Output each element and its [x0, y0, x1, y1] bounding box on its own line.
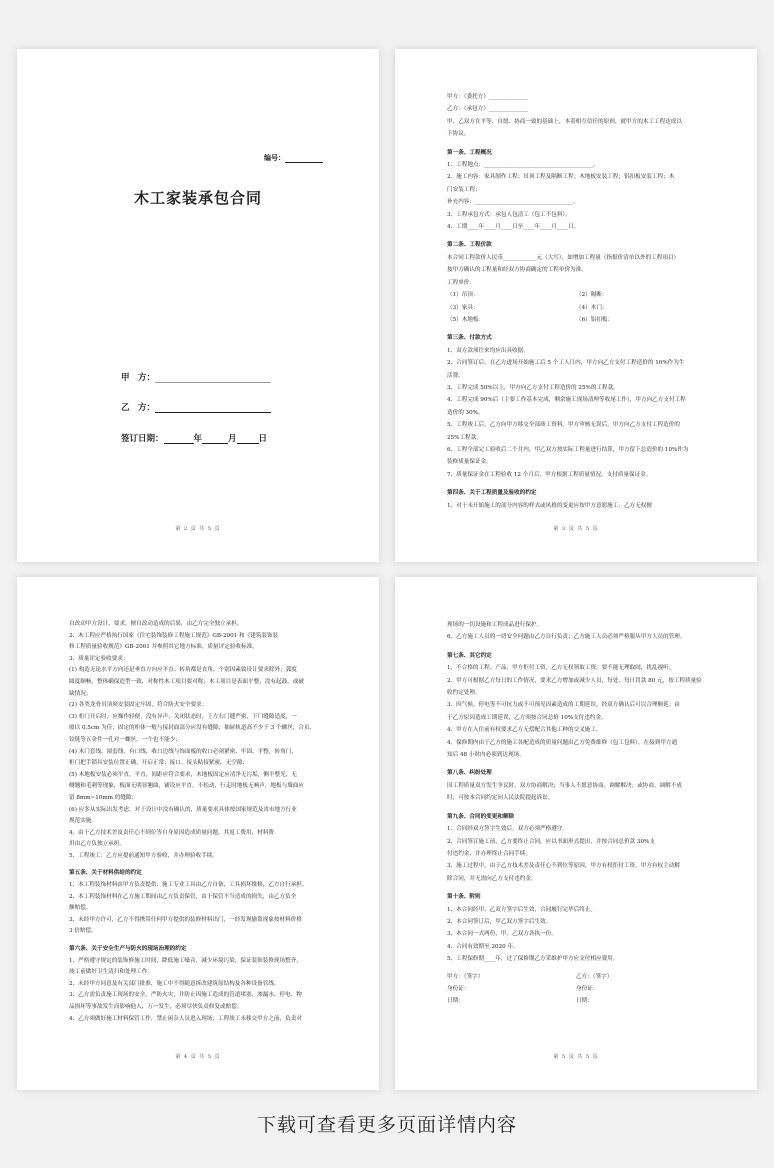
- text-line: 4、保修期内由于乙方的施工各配造成的质量问题由乙方免费维修（包工包料），在接到甲方通: [447, 739, 678, 746]
- text-line: 1、双方款项往来均应出具收据。: [447, 347, 529, 354]
- text-line: 3、因气候、停电等不可抗力或不可预见因素造成的工期延误，经双方确认后可以合理顺延；由: [447, 702, 680, 709]
- text-line: 1、对于未开始施工的部分内容的样式或风格的变更应按甲方意愿施工；乙方无权擅: [447, 502, 652, 509]
- text-line: 按甲方确认的工程量和经双方协商确定的工程单价为准。: [447, 267, 587, 274]
- text-line: 本合同工程款价人民币____________元（大写），如增加工程量（指报价清单以外的工程项目）: [447, 254, 680, 261]
- text-line: 柜门把手锁具安装位置正确，开启正常；接口、接头粘接紧密，无空隙；: [69, 760, 249, 767]
- text-line: 3、乙方需负责施工现场的安全，严防火灾，并防止因施工造成的管道堵塞、渗漏水、停电、物: [69, 992, 302, 999]
- grid-cell: 身份证：: [447, 985, 470, 992]
- section-body: [447, 159, 705, 233]
- text-line: 于乙方原因造成工期延误，乙方须按合同总价 10%支付违约金。: [447, 714, 607, 721]
- text-line: 额赔偿。: [69, 905, 92, 912]
- year-label: 年: [193, 434, 203, 444]
- text-line: 因工程质量双方发生争议时，双方协商解决；当事人不愿意协商、调解解决；或协商、调解不成: [447, 782, 682, 789]
- grid-row: [447, 983, 705, 995]
- text-line: 知后 48 小时内必须到达现场。: [447, 752, 525, 759]
- text-line: 1、不合格的工程、产品，甲方拒付工资，乙方无权领取工资，要不能无理取闹，扰乱视听。: [447, 665, 675, 672]
- grid-row: [447, 314, 705, 326]
- section-body: [447, 780, 705, 805]
- text-line: 除合同，并无需向乙方支付违约金。: [447, 875, 537, 882]
- section-title: 第六条、关于安全生产与防火的现场治理的约定: [69, 946, 187, 953]
- month-line: [202, 434, 228, 444]
- text-line: 缺情况；: [69, 690, 92, 697]
- page-body: [69, 619, 327, 1025]
- grid-cell: 日期：: [576, 998, 593, 1005]
- text-line: 4、乙方须做好施工材料保管工作，禁止闲杂人员进入现场；工程竣工未移交甲方之前，负责对: [69, 1015, 302, 1022]
- signature-block: [447, 971, 705, 1008]
- text-line: (6) 应多从实际出发考虑，对于设计中没有确认的，质量要求具体按国家规范及省市地方行业: [69, 806, 297, 813]
- text-line: 4、工期____年____月____日至____年____月____日。: [447, 224, 580, 231]
- text-line: 3、本合同一式两份，甲、乙双方各执一份。: [447, 931, 557, 938]
- section-title: 第七条、其它约定: [447, 652, 492, 659]
- section-body: [69, 956, 327, 1026]
- section-body: [447, 823, 705, 885]
- text-line: 用由乙方负独立承担。: [69, 841, 125, 848]
- page-cover: [17, 49, 379, 562]
- grid-cell: 日期：: [447, 998, 464, 1005]
- text-line: 3 倍赔偿。: [69, 928, 97, 935]
- grid-row: [447, 971, 705, 983]
- page-3: [17, 577, 379, 1090]
- page-body: [447, 619, 705, 1008]
- section-title: 第三条、付款方式: [447, 335, 492, 342]
- page-number: 第 4 页 共 5 页: [175, 1054, 221, 1060]
- text-line: 5、工程保修期____年，过了保修期乙方采维护甲方应支付相应费用。: [447, 956, 619, 963]
- grid-row: [447, 995, 705, 1007]
- contract-number-label: 编号：: [264, 153, 285, 162]
- day-label: 日: [258, 434, 268, 444]
- text-line: 2、合同签订后，在乙方进场开始施工后 5 个工人日内，甲方向乙方支付工程造价的 10%作为生: [447, 360, 685, 367]
- section-body: [447, 619, 705, 644]
- text-line: 1、本合同经甲、乙双方签字后生效，合同履行完毕后终止。: [447, 906, 596, 913]
- text-line: 留 8mm~10mm 的缝隙；: [69, 794, 138, 801]
- section-body: [447, 662, 705, 761]
- text-line: 般以 0.5cm 为佳；固定的柜体一般与接封面部分应没有缝隙；抽屉轨道高不少于 3 个螺丝，合页、: [69, 725, 316, 732]
- text-line: 现场的一切设施和工程成品进行保护。: [447, 622, 543, 628]
- text-line: 1、本工程装饰材料由甲方负责提供；施工专业工具由乙方自备，工具损坏维修，乙方自行承担。: [69, 882, 308, 889]
- text-line: 修工程质量验收规范》GB-2001 并参照其它地方标准，质量评定验收标准。: [69, 644, 258, 651]
- section-title: 第四条、关于工程质量及验收的约定: [447, 490, 537, 497]
- text-line: 1、严格遵守规定的装饰修施工时间，降低施工噪音，减少环境污染，保证装饰装修现场整齐，: [69, 957, 302, 964]
- text-line: 装修质量保证金。: [447, 459, 492, 466]
- text-line: 4、工程完成 90%后（主要工作基本完成，剩余施工现场清理等收尾工作），甲方向乙方支付工程: [447, 397, 686, 404]
- text-line: 6、工程全部完工验收后二个月内，甲乙双方按实际工程量进行结算，甲方留下总造价的 10%作为: [447, 446, 689, 453]
- party-b-row: [121, 401, 271, 413]
- text-line: 2、本合同签订后，甲乙双方签字后生效。: [447, 918, 552, 925]
- document-title: 木工家装承包合同: [133, 189, 262, 207]
- grid-row: [447, 302, 705, 314]
- text-line: 2、合同签订施工前，乙方要终止合同，应以书面形式提出，并按合同总价款 30%支: [447, 838, 655, 845]
- grid-cell: （1）吊顶：: [447, 292, 479, 299]
- section-title: 第八条、纠纷处理: [447, 770, 492, 777]
- text-line: 竣工前做好卫生清扫和处理工作。: [69, 969, 153, 976]
- section-title: 第十条、附则: [447, 894, 481, 901]
- text-line: 3、未经甲方许可，乙方不得携带任何甲方提供的装修材料出门，一经发现偷盗现象按材料价格: [69, 916, 302, 923]
- text-line: 补充内容：___________________________________。: [447, 199, 579, 206]
- month-label: 月: [228, 434, 237, 444]
- text-line: 2、本工程装饰材料在乙方施工期间由乙方负责保管，由于保管不当造成的损失，由乙方负全: [69, 893, 297, 900]
- text-line: 1、工程地点：_______________________________________。: [447, 162, 599, 169]
- sign-date-row: [121, 432, 267, 444]
- day-line: [237, 434, 259, 444]
- text-line: 4、由于乙方技术差及责任心不到位等自身原因造成质量问题，其返工费用、材料费: [69, 829, 274, 836]
- grid-cell: （5）木地板：: [447, 316, 485, 323]
- party-a-row: [121, 371, 271, 383]
- text-line: 5、工程竣工：乙方应提前通知甲方验收，并办理验收手续。: [69, 852, 218, 859]
- text-line: 铰链等五金件一孔对一螺丝，一个也不能少；: [69, 736, 181, 743]
- text-line: (4) 木门套线、窗套线，有口线，收口边线与饰面板的收口必须紧密、牢固、平整，转角门，: [69, 748, 297, 755]
- grid-cell: 甲方：（签字）: [447, 973, 484, 980]
- sign-date-label: 签订日期：: [121, 434, 164, 444]
- text-line: (2) 各类龙骨吊顶须安装固定牢固，符合防火安全要求；: [69, 702, 208, 709]
- text-line: (1) 构造无论水平方向还是垂直方向应平直；转角都是直角，个别因素致设计要求除外；弧度: [69, 667, 297, 674]
- page-number: 第 5 页 共 5 页: [553, 1054, 599, 1060]
- text-line: 时，可按本合同约定向人民法院提起诉讼。: [447, 795, 554, 802]
- section-body: [69, 880, 327, 938]
- intro-lines: [447, 91, 705, 141]
- text-line: 2、未经甲方同意及有关部门批准，施工中不得随意拆改建筑原结构及各种设备管线。: [69, 980, 280, 987]
- text-line: 5、工程竣工后，乙方向甲方移交全部竣工资料，甲方审核无误后，甲方向乙方支付工程造价的: [447, 422, 680, 429]
- section-body: [447, 345, 705, 481]
- text-line: 侧翘和毛刺等现象，板面无明显翘曲，铺设应平直，不松动，行走时地板无响声，地板与墙面应: [69, 783, 304, 790]
- party-b-label: 乙 方：: [121, 403, 156, 413]
- text-line: 甲、乙双方在平等、自愿、协商一致的基础上，本着相互信任的原则，就甲方的木工工程达成以: [447, 118, 682, 125]
- section-title: 第五条、关于材料供给的约定: [69, 870, 142, 877]
- party-a-label: 甲 方：: [121, 373, 156, 383]
- text-line: 造价的 30%。: [447, 409, 484, 416]
- text-line: 4、合同有效期至 2020 年。: [447, 943, 519, 950]
- grid-cell: 身份证：: [576, 985, 599, 992]
- grid-row: [447, 289, 705, 301]
- page-4: [395, 577, 757, 1090]
- grid-cell: （2）隔断：: [576, 292, 608, 299]
- text-line: 门安装工程；: [447, 186, 481, 193]
- page-number: 第 2 页 共 5 页: [175, 526, 221, 532]
- page-body: [447, 91, 705, 512]
- section-title: 第二条、工程价款: [447, 242, 492, 249]
- section-title: 第九条、合同的变更和解除: [447, 813, 515, 820]
- text-line: 4、甲方在入住前有权要求乙方无偿配合其他工种的交叉施工。: [447, 727, 602, 734]
- text-line: 2、甲方可根据乙方每日的工作情况，要求乙方增加或减少人员，每处、每日罚款 80 元，按工程质量验收约定处理。: [447, 677, 702, 697]
- contract-number-line: [285, 154, 323, 163]
- grid-cell: （6）铝扣板：: [576, 316, 614, 323]
- text-line: 圆度顺畅，整体确保造型一致，对称性木工项目要对称；木工项目是表面平整，没有起鼓、或破: [69, 678, 304, 685]
- year-line: [164, 434, 194, 444]
- text-line: 工程单价：: [447, 279, 475, 286]
- text-line: 25%工程款。: [447, 434, 482, 441]
- page-2: [395, 49, 757, 562]
- section-body: [447, 500, 705, 512]
- grid-cell: （4）木门：: [576, 304, 608, 311]
- text-line: 自改动甲方设计、要求，擅自改动造成的后果，由乙方完全独立承担。: [69, 621, 243, 627]
- grid-cell: （3）家具：: [447, 304, 479, 311]
- party-a-line: [155, 373, 271, 383]
- section-title: 第一条、工程概况: [447, 149, 492, 156]
- text-line: 7、质量保证金在工程验收 12 个月后，甲方根据工程质量情况，支付质量保证金。: [447, 471, 652, 478]
- text-line: 3、质量评定验收要求：: [69, 655, 129, 662]
- text-line: 2、施工内容：家具制作工程；吊顶工程及隔断工程；木地板安装工程；铝扣板安装工程；木: [447, 174, 675, 181]
- price-grid: [447, 289, 705, 326]
- text-line: 品损坏等事故发生而影响他人，万一发生，必须尽快负责修复或赔偿。: [69, 1004, 243, 1010]
- text-line: 付违约金，并办理终止合同手续。: [447, 850, 531, 857]
- text-line: 1、合同经双方签字生效后，双方必须严格遵守。: [447, 826, 569, 833]
- party-b-line: [155, 403, 271, 413]
- text-line: 3、施工过程中，由于乙方技术差及责任心不到位等原因，甲方有权拒付工资，甲方有权主动解: [447, 863, 680, 870]
- section-body: [69, 619, 327, 862]
- contract-number: [264, 153, 323, 163]
- text-line: 规范实施。: [69, 818, 97, 825]
- section-body: [447, 252, 705, 289]
- grid-cell: 乙方：（签字）: [576, 973, 613, 980]
- text-line: 2、木工程应严格执行国家《住宅装饰装修工程施工规范》GB-2001 和《建筑装饰装: [69, 632, 279, 639]
- text-line: 下协议。: [447, 131, 470, 138]
- text-line: 甲方：（委托方）______________: [447, 94, 529, 100]
- text-line: 6、乙方施工人员的一切安全问题由乙方自行负责；乙方施工人员必须严格服从甲方人员的管理。: [447, 634, 686, 641]
- text-line: 活费。: [447, 372, 464, 379]
- more-pages-caption[interactable]: 下载可查看更多页面详情内容: [256, 1114, 517, 1136]
- text-line: 乙方：（承包方）______________: [447, 106, 529, 113]
- section-body: [447, 904, 705, 966]
- text-line: (5) 木地板安装必须平直，平直，间距应符合要求，木地板固定应清净无污垢，侧平整光，无: [69, 771, 297, 778]
- text-line: (3) 柜门开启时，应操作轻便，没有异声，关闭状态时，上左右门缝严密，下门缝隙适度，一: [69, 713, 297, 720]
- text-line: 3、工程完成 50%以上，甲方向乙方支付工程造价的 25%的工程款。: [447, 384, 619, 391]
- text-line: 3、工程承包方式：承包人包清工（包工不包料）。: [447, 211, 571, 218]
- page-number: 第 3 页 共 5 页: [553, 526, 599, 532]
